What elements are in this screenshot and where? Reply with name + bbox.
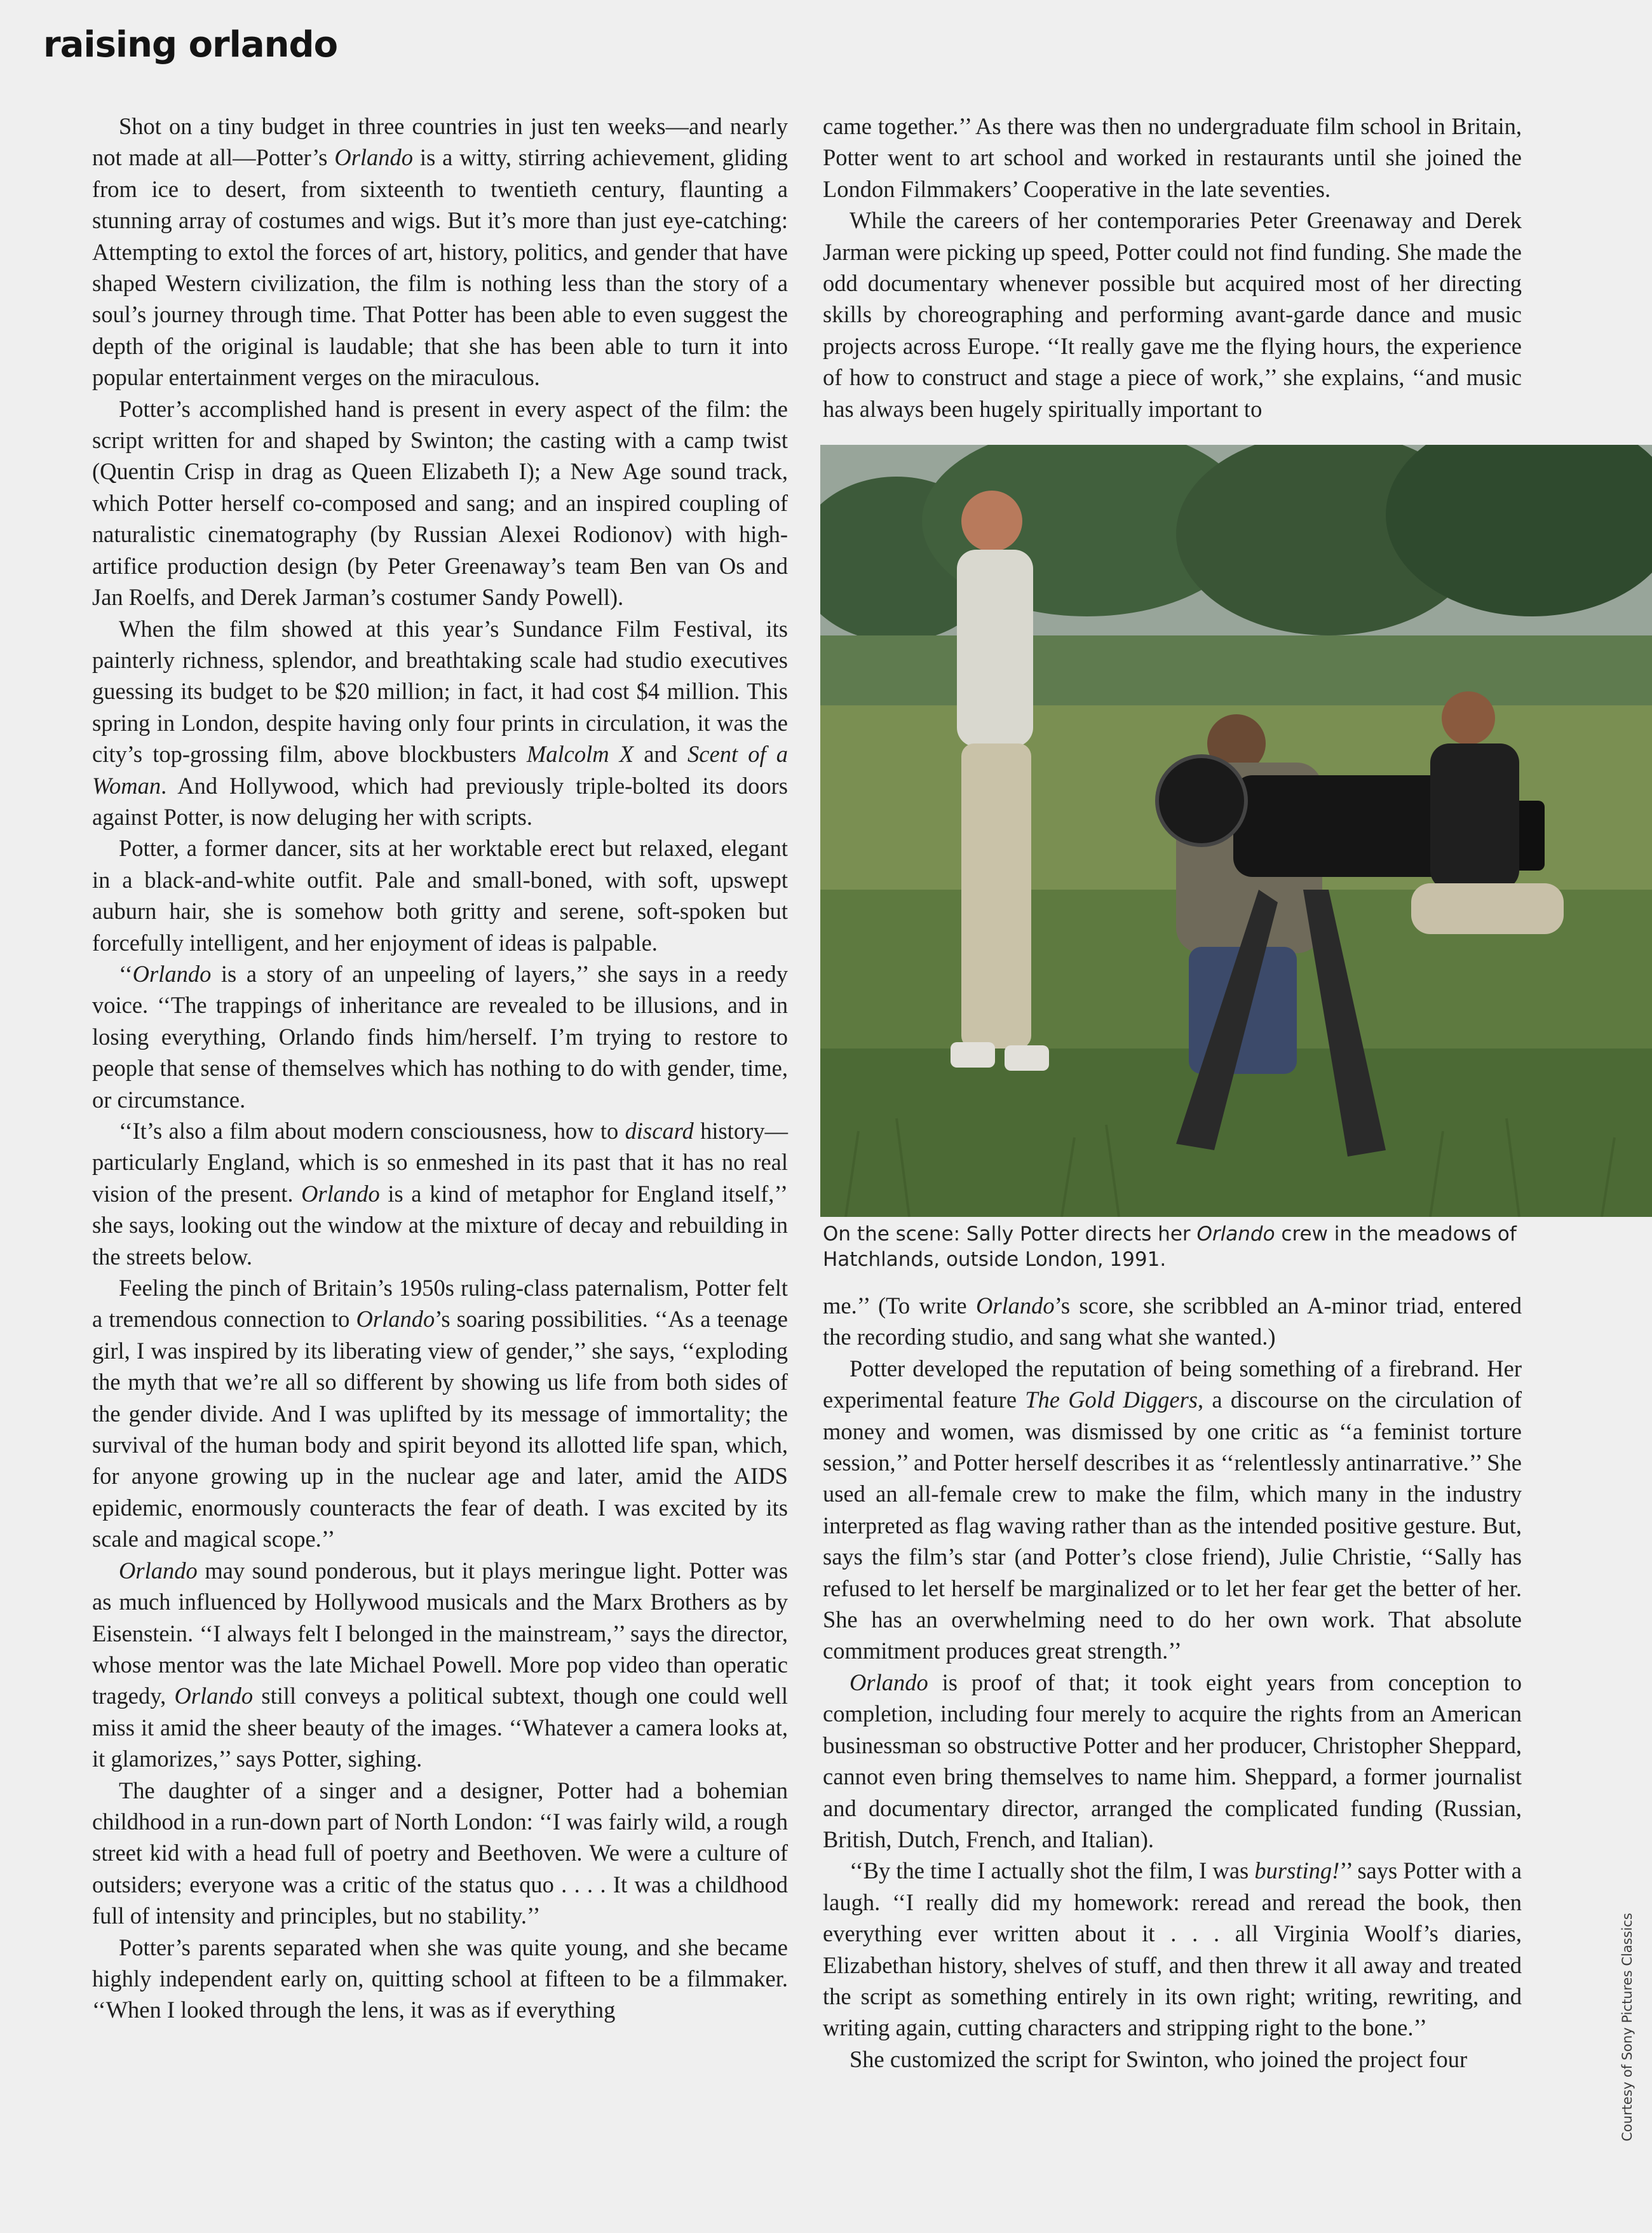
article-paragraph: came together.’’ As there was then no undergraduate film school in Britain, Potter went to art school and worked in restaurants until she joined the London Filmmakers’ Cooperative in the late seventies. <box>823 113 1522 202</box>
article-paragraph: Potter developed the reputation of being something of a firebrand. Her experimental feature The Gold Diggers, a discourse on the circulation of money and women, was dismissed by one critic as ‘‘a feminist torture session,’’ and Potter herself describes it as ‘‘relentlessly antinarrative.’’ She used an all-female crew to make the film, which many in the industry interpreted as flag waving rather than as the intended positive gesture. But, says the film’s star (and Potter’s close friend), Julie Christie, ‘‘Sally has refused to let herself be marginalized or to let her fear get the better of her. She has an overwhelming need to do her own work. That absolute commitment produces great strength.’’ <box>823 1355 1522 1664</box>
photo-caption: On the scene: Sally Potter directs her Orlando crew in the meadows of Hatchlands, outside London, 1991. <box>823 1223 1517 1271</box>
page-title: raising orlando <box>43 24 338 65</box>
article-paragraph: ‘‘It’s also a film about modern consciousness, how to discard history—particularly England, which is so enmeshed in its past that it has no real vision of the present. Orlando is a kind of metaphor for England itself,’’ she says, looking out the window at the mixture of decay and rebuilding in the streets below. <box>92 1118 788 1270</box>
article-paragraph: Shot on a tiny budget in three countries in just ten weeks—and nearly not made at all—Potter’s Orlando is a witty, stirring achievement, gliding from ice to desert, from sixteenth to twentieth century, flaunting a stunning array of costumes and wigs. But it’s more than just eye-catching: Attempting to extol the forces of art, history, politics, and gender that have shaped Western civilization, the film is nothing less than the story of a soul’s journey through time. That Potter has been able to even suggest the depth of the original is laudable; that she has been able to turn it into popular entertainment verges on the miraculous. <box>92 113 788 391</box>
article-paragraph: ‘‘By the time I actually shot the film, I was bursting!’’ says Potter with a laugh. ‘‘I really did my homework: reread and reread the book, then everything ever written about it . . . all Virginia Woolf’s diaries, Elizabethan history, shelves of stuff, and then threw it all away and treated the script as something entirely in its own right; writing, rewriting, and writing again, cutting characters and stripping right to the bone.’’ <box>823 1857 1522 2041</box>
article-paragraph: Potter, a former dancer, sits at her worktable erect but relaxed, elegant in a black-and-white outfit. Pale and small-boned, with soft, upswept auburn hair, she is somehow both gritty and serene, soft-spoken but forcefully intelligent, and her enjoyment of ideas is palpable. <box>92 835 788 956</box>
article-column-right-top <box>823 111 1522 424</box>
article-photo <box>820 445 1652 1217</box>
article-paragraph: When the film showed at this year’s Sundance Film Festival, its painterly richness, splendor, and breathtaking scale had studio executives guessing its budget to be $20 million; in fact, it had cost $4 million. This spring in London, despite having only four prints in circulation, it was the city’s top-grossing film, above blockbusters Malcolm X and Scent of a Woman. And Hollywood, which had previously triple-bolted its doors against Potter, is now deluging her with scripts. <box>92 615 789 830</box>
article-paragraph: Potter’s accomplished hand is present in every aspect of the film: the script written for and shaped by Swinton; the casting with a camp twist (Quentin Crisp in drag as Queen Elizabeth I); a New Age sound track, which Potter herself co-composed and sang; and an inspired coupling of naturalistic cinematography (by Russian Alexei Rodionov) with high-artifice production design (by Peter Greenaway’s team Ben van Os and Jan Roelfs, and Derek Jarman’s costumer Sandy Powell). <box>92 395 788 611</box>
article-column-right-bottom <box>823 1290 1522 2075</box>
article-paragraph: Orlando may sound ponderous, but it plays meringue light. Potter was as much influenced by Hollywood musicals and the Marx Brothers as by Eisenstein. ‘‘I always felt I belonged in the mainstream,’’ says the director, whose mentor was the late Michael Powell. More pop video than operatic tragedy, Orlando still conveys a political subtext, though one could well miss it amid the sheer beauty of the images. ‘‘Whatever a camera looks at, it glamorizes,’’ says Potter, sighing. <box>92 1557 789 1772</box>
article-paragraph: The daughter of a singer and a designer, Potter had a bohemian childhood in a run-down part of North London: ‘‘I was fairly wild, a rough street kid with a head full of poetry and Beethoven. We were a culture of outsiders; everyone was a critic of the status quo . . . . It was a childhood full of intensity and principles, but no stability.’’ <box>92 1777 788 1929</box>
photo-credit: Courtesy of Sony Pictures Classics <box>1620 1913 1635 2141</box>
article-paragraph: Potter’s parents separated when she was quite young, and she became highly independent early on, quitting school at fifteen to be a filmmaker. ‘‘When I looked through the lens, it was as if everything <box>92 1934 788 2023</box>
film-set-photo-illustration <box>820 445 1652 1217</box>
article-paragraph: Orlando is proof of that; it took eight years from conception to completion, including four merely to acquire the rights from an American businessman so obstructive Potter and her producer, Christopher Sheppard, cannot even bring themselves to name him. Sheppard, a former journalist and documentary director, arranged the complicated funding (Russian, British, Dutch, French, and Italian). <box>823 1669 1522 1852</box>
article-paragraph: me.’’ (To write Orlando’s score, she scribbled an A-minor triad, entered the recording studio, and sang what she wanted.) <box>823 1293 1522 1350</box>
article-paragraph: Feeling the pinch of Britain’s 1950s ruling-class paternalism, Potter felt a tremendous connection to Orlando’s soaring possibilities. ‘‘As a teenage girl, I was inspired by its liberating view of gender,’’ she says, ‘‘exploding the myth that we’re all so different by showing us life from both sides of the gender divide. And I was uplifted by its message of immortality; the survival of the human body and spirit beyond its allotted life span, which, for anyone growing up in the nuclear age and later, amid the AIDS epidemic, enormously counteracts the fear of death. I was excited by its scale and magical scope.’’ <box>92 1275 788 1552</box>
article-column-left <box>92 111 788 2026</box>
article-paragraph: She customized the script for Swinton, who joined the project four <box>850 2046 1468 2072</box>
article-paragraph: While the careers of her contemporaries Peter Greenaway and Derek Jarman were picking up speed, Potter could not find funding. She made the odd documentary whenever possible but acquired most of her directing skills by choreographing and performing avant-garde dance and music projects across Europe. ‘‘It really gave me the flying hours, the experience of how to construct and stage a piece of work,’’ she explains, ‘‘and music has always been hugely spiritually important to <box>823 207 1522 422</box>
article-paragraph: ‘‘Orlando is a story of an unpeeling of layers,’’ she says in a reedy voice. ‘‘The trappings of inheritance are revealed to be illusions, and in losing everything, Orlando finds him/herself. I’m trying to restore to people that sense of themselves which has nothing to do with gender, time, or circumstance. <box>92 960 788 1113</box>
